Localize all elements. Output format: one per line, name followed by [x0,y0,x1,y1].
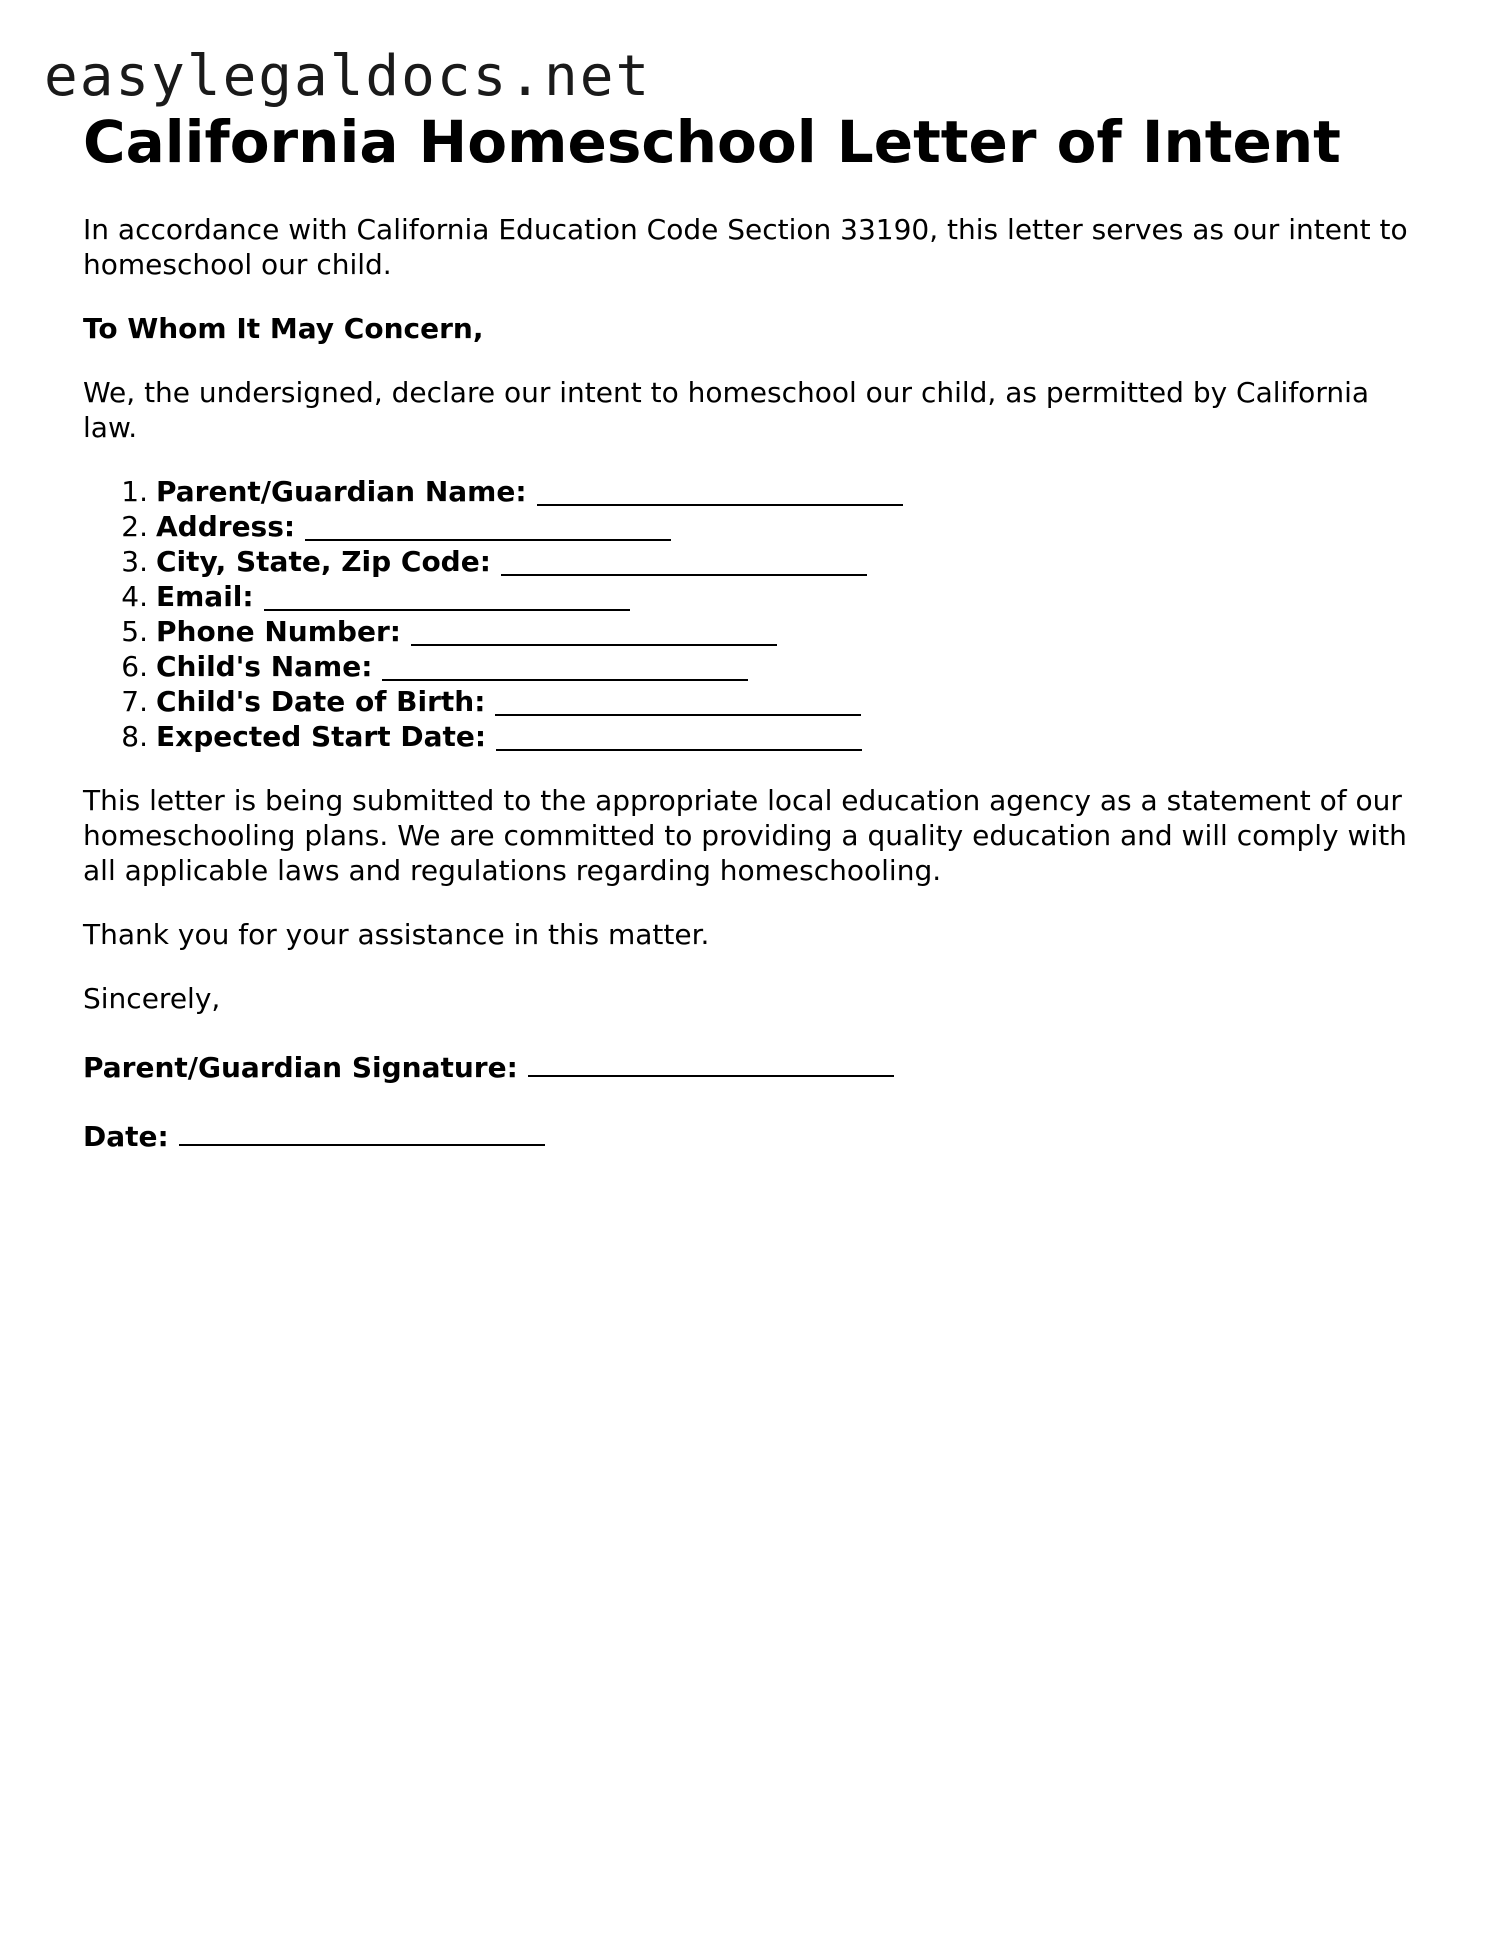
salutation: To Whom It May Concern, [83,312,484,345]
parent-name-label: Parent/Guardian Name: [156,475,527,508]
city-state-zip-blank[interactable] [501,544,867,576]
date-line [83,1114,1423,1154]
start-date-label: Expected Start Date: [156,720,487,753]
field-number: 5. [121,615,148,648]
letter-document [83,104,1423,1154]
thanks-paragraph: Thank you for your assistance in this matter. [83,918,710,951]
watermark-text: easylegaldocs.net [44,44,652,109]
child-name-label: Child's Name: [156,650,373,683]
phone-number-blank[interactable] [411,614,777,646]
email-label: Email: [156,580,254,613]
signature-label: Parent/Guardian Signature: [83,1051,518,1084]
child-dob-blank[interactable] [495,684,861,716]
field-number: 2. [121,510,148,543]
address-blank[interactable] [305,509,671,541]
field-number: 1. [121,475,148,508]
list-item [83,614,1423,649]
list-item [83,719,1423,754]
signature-blank[interactable] [528,1045,894,1077]
child-name-blank[interactable] [382,649,748,681]
field-number: 8. [121,720,148,753]
parent-name-blank[interactable] [537,474,903,506]
child-dob-label: Child's Date of Birth: [156,685,486,718]
list-item [83,474,1423,509]
date-label: Date: [83,1120,169,1153]
page-title: California Homeschool Letter of Intent [83,108,1341,176]
list-item [83,684,1423,719]
closing: Sincerely, [83,982,221,1015]
city-state-zip-label: City, State, Zip Code: [156,545,491,578]
list-item [83,649,1423,684]
statement-paragraph: This letter is being submitted to the appropriate local education agency as a statement of our homeschooling plans. We are committed to providing a quality education and will comply with all applicable laws and regulations regarding homeschooling. [83,784,1407,887]
list-item [83,579,1423,614]
declaration-paragraph: We, the undersigned, declare our intent to homeschool our child, as permitted by California law. [83,376,1370,444]
field-number: 3. [121,545,148,578]
info-fields-list [83,474,1423,754]
signature-line [83,1045,1423,1085]
intro-paragraph: In accordance with California Education Code Section 33190, this letter serves as our intent to homeschool our child. [83,213,1408,281]
field-number: 6. [121,650,148,683]
list-item [83,509,1423,544]
address-label: Address: [156,510,296,543]
date-blank[interactable] [179,1114,545,1146]
list-item [83,544,1423,579]
field-number: 4. [121,580,148,613]
phone-number-label: Phone Number: [156,615,401,648]
field-number: 7. [121,685,148,718]
email-blank[interactable] [264,579,630,611]
start-date-blank[interactable] [496,719,862,751]
